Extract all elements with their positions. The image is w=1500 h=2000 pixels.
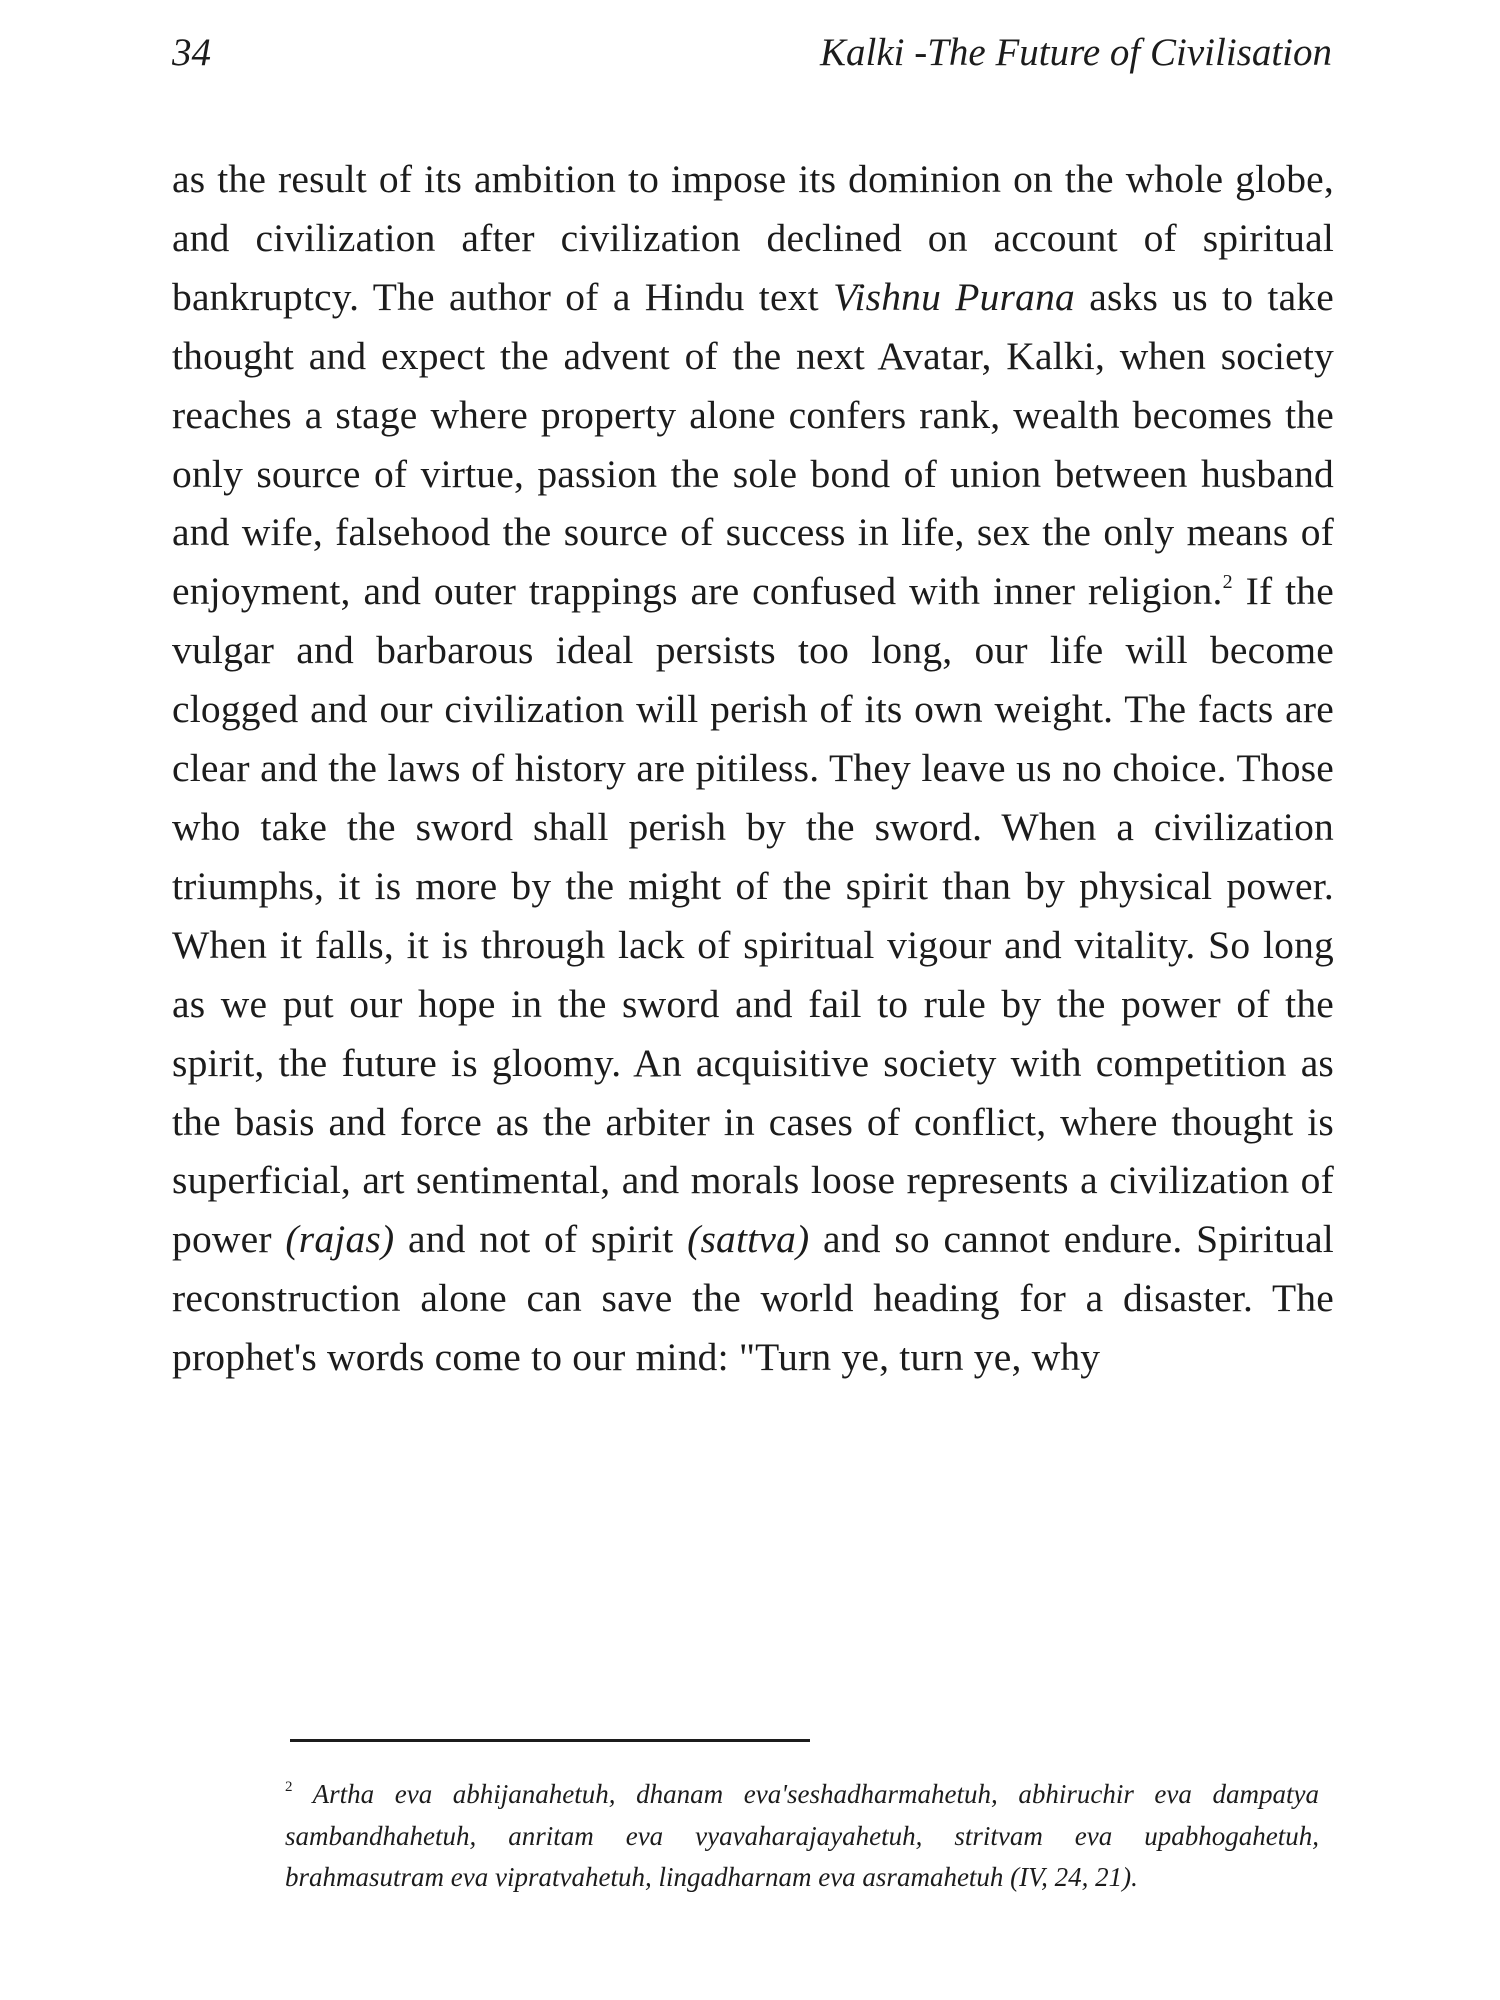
body-text-segment: asks us to take thought and expect the advent of the next Avatar, Kalki, when society reaches a stage where property alone confers rank, wealth becomes the only source of virtue, passion the sole bond of union between husband and wife, falsehood the source of success in life, sex the only means of enjoyment, and outer trappings are confused with inner religion. xyxy=(172,274,1334,614)
term-rajas: (rajas) xyxy=(285,1217,395,1262)
page-number: 34 xyxy=(172,31,211,74)
running-head-title: Kalki -The Future of Civilisation xyxy=(819,31,1332,74)
body-text-segment: and not of spirit xyxy=(394,1217,688,1262)
body-text-segment: as the result of its ambition to impose its dominion on the whole globe, and civilization after civilization declined on account of spiritual bankruptcy. The author of a Hindu text xyxy=(172,157,1334,319)
body-text-segment: If the vulgar and barbarous ideal persists too long, our life will become clogged and our civilization will perish of its own weight. The facts are clear and the laws of history are pitiless. They leave us no choice. Those who take the sword shall perish by the sword. When a civilization triumphs, it is more by the might of the spirit than by physical power. When it falls, it is through lack of spiritual vigour and vitality. So long as we put our hope in the sword and fail to rule by the power of the spirit, the future is gloomy. An acquisitive society with competition as the basis and force as the arbiter in cases of conflict, where thought is superficial, art sentimental, and morals loose represents a civilization of power xyxy=(172,569,1334,1262)
vishnu-purana-title: Vishnu Purana xyxy=(833,274,1075,319)
term-sattva: (sattva) xyxy=(687,1217,810,1262)
footnote-paragraph xyxy=(285,1774,1319,1899)
body-text-segment: and so cannot endure. Spiritual reconstruction alone can save the world heading for a disaster. The prophet's words come to our mind: "Turn ye, turn ye, why xyxy=(172,1217,1334,1380)
footnote xyxy=(285,1774,1319,1899)
footnote-marker: 2 xyxy=(285,1779,293,1795)
footnote-divider xyxy=(290,1739,810,1742)
running-head xyxy=(172,30,1332,80)
body-text xyxy=(172,150,1334,1387)
footnote-text: Artha eva abhijanahetuh, dhanam eva'seshadharmahetuh, abhiruchir eva dampatya sambandhahetuh, anritam eva vyavaharajayahetuh, stritvam eva upabhogahetuh, brahmasutram eva vipratvahetuh, lingadharnam eva asramahetuh (IV, 24, 21). xyxy=(285,1779,1319,1892)
body-paragraph xyxy=(172,150,1334,1387)
footnote-reference: 2 xyxy=(1222,571,1233,594)
